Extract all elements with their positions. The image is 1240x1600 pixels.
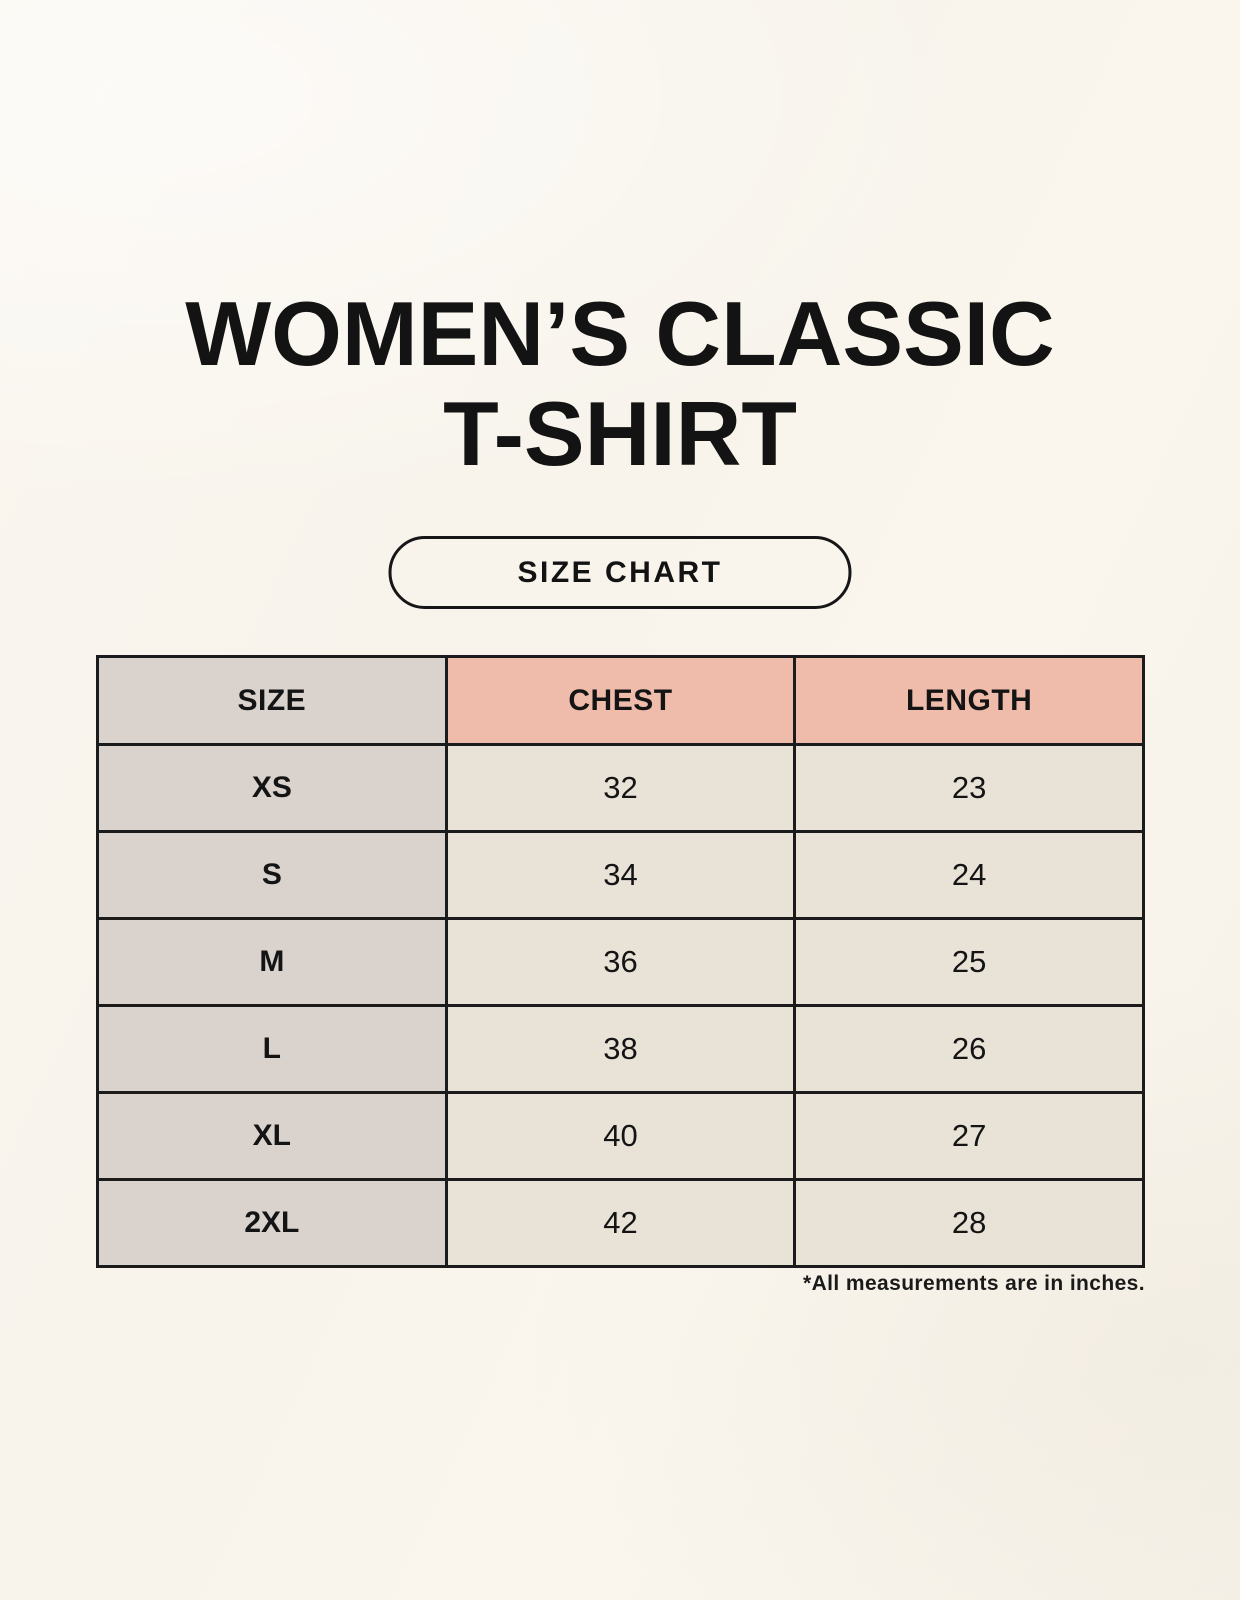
size-label: 2XL — [98, 1180, 447, 1267]
length-value: 23 — [795, 745, 1144, 832]
length-value: 27 — [795, 1093, 1144, 1180]
length-value: 24 — [795, 832, 1144, 919]
length-value: 28 — [795, 1180, 1144, 1267]
page-title-line-2: T-SHIRT — [443, 384, 797, 485]
size-label: L — [98, 1006, 447, 1093]
table-row — [98, 832, 1144, 919]
length-value: 25 — [795, 919, 1144, 1006]
table-row — [98, 1006, 1144, 1093]
page-title-line-1: WOMEN’S CLASSIC — [185, 284, 1055, 385]
length-value: 26 — [795, 1006, 1144, 1093]
measurements-footnote: *All measurements are in inches. — [803, 1272, 1145, 1295]
chest-value: 38 — [446, 1006, 795, 1093]
table-row — [98, 919, 1144, 1006]
table-row — [98, 745, 1144, 832]
size-label: S — [98, 832, 447, 919]
size-label: XS — [98, 745, 447, 832]
size-label: M — [98, 919, 447, 1006]
table-header-length: LENGTH — [795, 657, 1144, 745]
size-label: XL — [98, 1093, 447, 1180]
table-row — [98, 1180, 1144, 1267]
chest-value: 40 — [446, 1093, 795, 1180]
table-header-chest: CHEST — [446, 657, 795, 745]
chest-value: 36 — [446, 919, 795, 1006]
chest-value: 42 — [446, 1180, 795, 1267]
page-title — [0, 285, 1240, 485]
size-chart-button-label: SIZE CHART — [517, 555, 723, 589]
table-header-row — [98, 657, 1144, 745]
chest-value: 34 — [446, 832, 795, 919]
size-chart-button[interactable] — [389, 536, 852, 609]
table-row — [98, 1093, 1144, 1180]
table-header-size: SIZE — [98, 657, 447, 745]
chest-value: 32 — [446, 745, 795, 832]
size-table — [96, 655, 1145, 1268]
